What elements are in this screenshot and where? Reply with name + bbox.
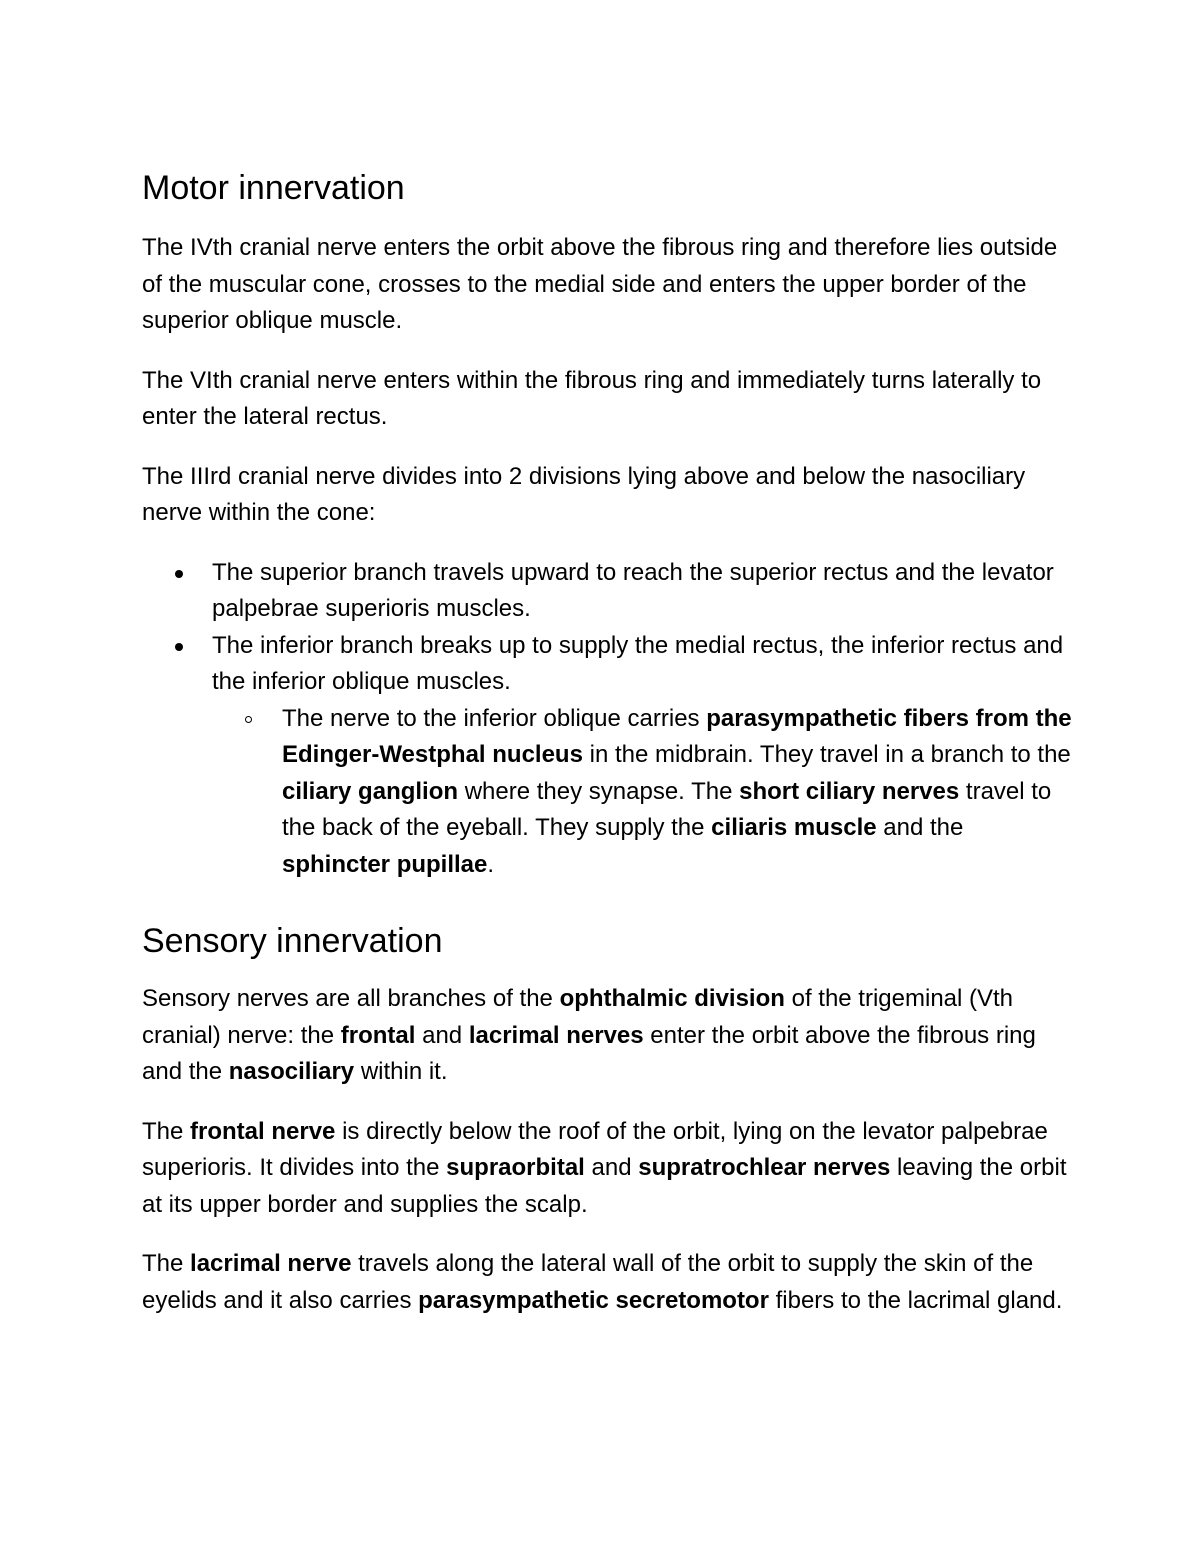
bold-lacrimal-nerve: lacrimal nerve (190, 1250, 352, 1277)
list-item-text: The inferior branch breaks up to supply the medial rectus, the inferior rectus and the inferior oblique muscles. (212, 631, 1064, 695)
bold-sphincter-pupillae: sphincter pupillae (282, 850, 488, 878)
paragraph-sensory-nerves (142, 981, 1072, 1091)
bold-frontal: frontal (340, 1021, 416, 1049)
sub-text-6: . (487, 850, 495, 878)
text: is directly below the roof of the orbit, lying on the levator palpebrae superioris. It divides into the (142, 1117, 1048, 1181)
text: enter the orbit above the fibrous ring and the (142, 1021, 1036, 1085)
bold-short-ciliary-nerves: short ciliary nerves (739, 777, 960, 805)
paragraph-iiird-nerve: The IIIrd cranial nerve divides into 2 divisions lying above and below the nasociliary nerve within the cone: (142, 462, 1026, 526)
paragraph-ivth-nerve: The IVth cranial nerve enters the orbit above the fibrous ring and therefore lies outside of the muscular cone, crosses to the medial side and enters the upper border of the superior oblique muscle. (142, 234, 1058, 334)
paragraph-lacrimal-nerve (142, 1246, 1072, 1319)
list-item-text: The superior branch travels upward to reach the superior rectus and the levator palpebrae superioris muscles. (212, 558, 1054, 622)
hollow-bullet-icon (245, 716, 252, 723)
iiird-nerve-branches-list (142, 555, 1072, 884)
bold-parasympathetic-fibers: parasympathetic fibers from the Edinger-Westphal nucleus (282, 704, 1072, 768)
sub-text-4: travel to the back of the eyeball. They supply the (282, 777, 1052, 841)
text: The (142, 1250, 191, 1277)
list-item-inferior-oblique-nerve (212, 701, 1072, 884)
bold-supraorbital: supraorbital (446, 1154, 585, 1181)
section-heading-sensory: Sensory innervation (142, 922, 443, 960)
sub-text-3: where they synapse. The (458, 777, 740, 805)
bold-parasympathetic-secretomotor: parasympathetic secretomotor (418, 1286, 769, 1314)
bold-supratrochlear-nerves: supratrochlear nerves (638, 1154, 891, 1181)
sub-text-5: and the (876, 814, 964, 841)
section-heading-motor: Motor innervation (142, 169, 405, 207)
text: Sensory nerves are all branches of the (142, 985, 560, 1012)
text: leaving the orbit at its upper border and supplies the scalp. (142, 1154, 1067, 1218)
bold-ciliaris-muscle: ciliaris muscle (711, 814, 877, 841)
text: travels along the lateral wall of the orbit to supply the skin of the eyelids and it also carries (142, 1250, 1034, 1314)
text: within it. (354, 1058, 448, 1085)
bold-ophthalmic-division: ophthalmic division (559, 985, 785, 1012)
document-page (142, 164, 1072, 1342)
list-item-superior-branch (142, 555, 1072, 628)
bold-frontal-nerve: frontal nerve (190, 1117, 336, 1145)
paragraph-frontal-nerve (142, 1114, 1072, 1224)
inferior-branch-sublist (212, 701, 1072, 884)
text: fibers to the lacrimal gland. (768, 1286, 1063, 1314)
text: of the trigeminal (Vth cranial) nerve: the (142, 985, 1014, 1049)
list-item-inferior-branch (142, 628, 1072, 884)
bold-nasociliary: nasociliary (228, 1058, 355, 1085)
sub-text-1: The nerve to the inferior oblique carries (282, 704, 707, 732)
bold-lacrimal-nerves: lacrimal nerves (468, 1021, 644, 1049)
paragraph-vith-nerve: The VIth cranial nerve enters within the fibrous ring and immediately turns laterally to enter the lateral rectus. (142, 366, 1042, 430)
filled-bullet-icon (175, 570, 183, 578)
text: and (584, 1154, 639, 1181)
sub-text-2: in the midbrain. They travel in a branch to the (582, 741, 1071, 768)
bold-ciliary-ganglion: ciliary ganglion (282, 777, 459, 805)
filled-bullet-icon (175, 643, 183, 651)
text: The (142, 1117, 191, 1145)
text: and (415, 1021, 469, 1049)
